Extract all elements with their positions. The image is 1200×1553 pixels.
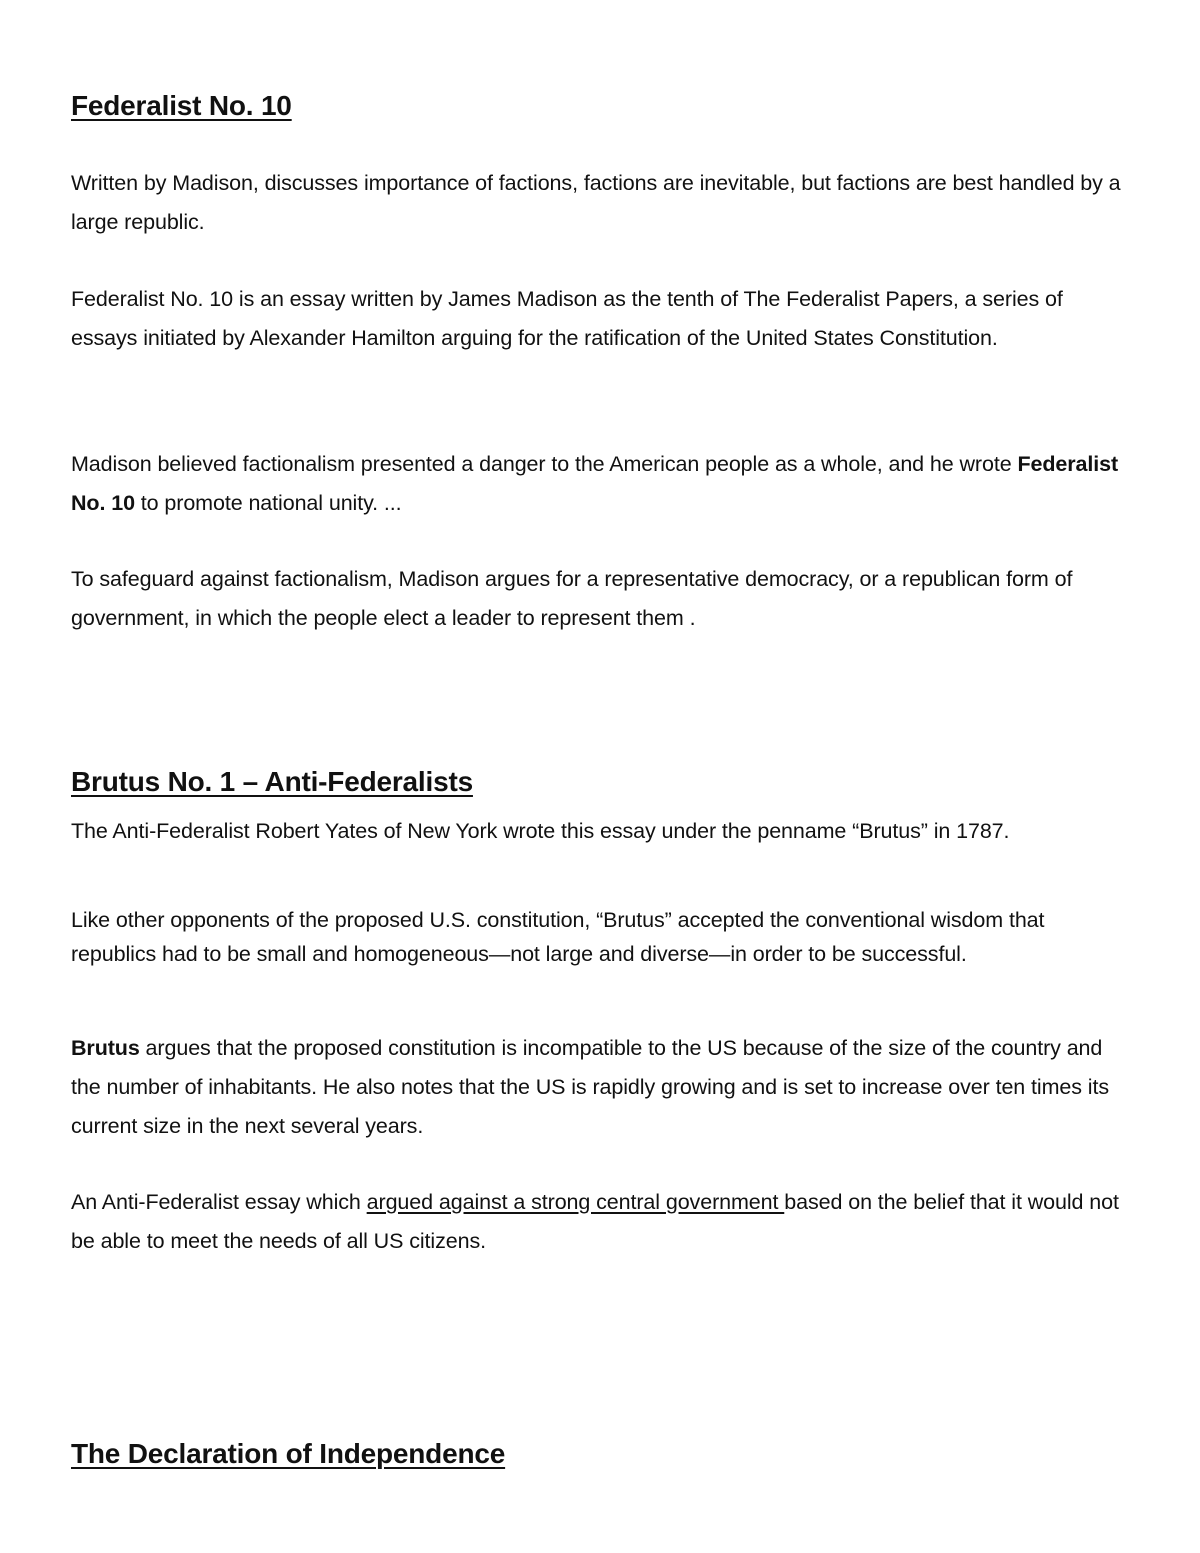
bold-text: Federalist No. 10 bbox=[71, 452, 1119, 515]
text-run: An Anti-Federalist essay which bbox=[71, 1190, 367, 1214]
section-brutus-1 bbox=[71, 764, 1131, 800]
paragraph bbox=[71, 903, 1131, 971]
paragraph bbox=[71, 1029, 1131, 1146]
paragraph bbox=[71, 445, 1131, 523]
paragraph-text: The Anti-Federalist Robert Yates of New York wrote this essay under the penname “Brutus” in 1787. bbox=[71, 819, 1010, 843]
paragraph-text: Written by Madison, discusses importance of factions, factions are inevitable, but factions are best handled by a large republic. bbox=[71, 171, 1121, 234]
section-heading: Brutus No. 1 – Anti-Federalists bbox=[71, 766, 473, 797]
section-federalist-10 bbox=[71, 88, 1131, 124]
underlined-text: argued against a strong central government bbox=[366, 1190, 785, 1214]
paragraph-text: To safeguard against factionalism, Madison argues for a representative democracy, or a republican form of government, in which the people elect a leader to represent them . bbox=[71, 567, 1073, 630]
paragraph-text bbox=[71, 1029, 1131, 1146]
paragraph-text bbox=[71, 445, 1131, 523]
text-run: based on the belief that it would not be able to meet the needs of all US citizens. bbox=[71, 1190, 1119, 1253]
section-heading: The Declaration of Independence bbox=[71, 1438, 506, 1469]
paragraph-text: Federalist No. 10 is an essay written by James Madison as the tenth of The Federalist Papers, a series of essays initiated by Alexander Hamilton arguing for the ratification of the United States Constitution. bbox=[71, 287, 1063, 350]
text-run: Madison believed factionalism presented a danger to the American people as a whole, and he wrote bbox=[71, 452, 1018, 476]
paragraph bbox=[71, 812, 1131, 851]
bold-text: Brutus bbox=[71, 1036, 140, 1060]
text-run: to promote national unity. ... bbox=[134, 491, 402, 515]
paragraph bbox=[71, 280, 1131, 358]
paragraph bbox=[71, 164, 1131, 242]
section-heading: Federalist No. 10 bbox=[71, 90, 292, 121]
paragraph bbox=[71, 1183, 1131, 1261]
paragraph bbox=[71, 560, 1131, 638]
paragraph-text bbox=[71, 1183, 1131, 1261]
section-declaration bbox=[71, 1436, 1131, 1472]
text-run: argues that the proposed constitution is incompatible to the US because of the size of the country and the number of inhabitants. He also notes that the US is rapidly growing and is set to increase over ten times its current size in the next several years. bbox=[71, 1036, 1109, 1138]
paragraph-text: Like other opponents of the proposed U.S. constitution, “Brutus” accepted the conventional wisdom that republics had to be small and homogeneous—not large and diverse—in order to be successful. bbox=[71, 908, 1045, 966]
